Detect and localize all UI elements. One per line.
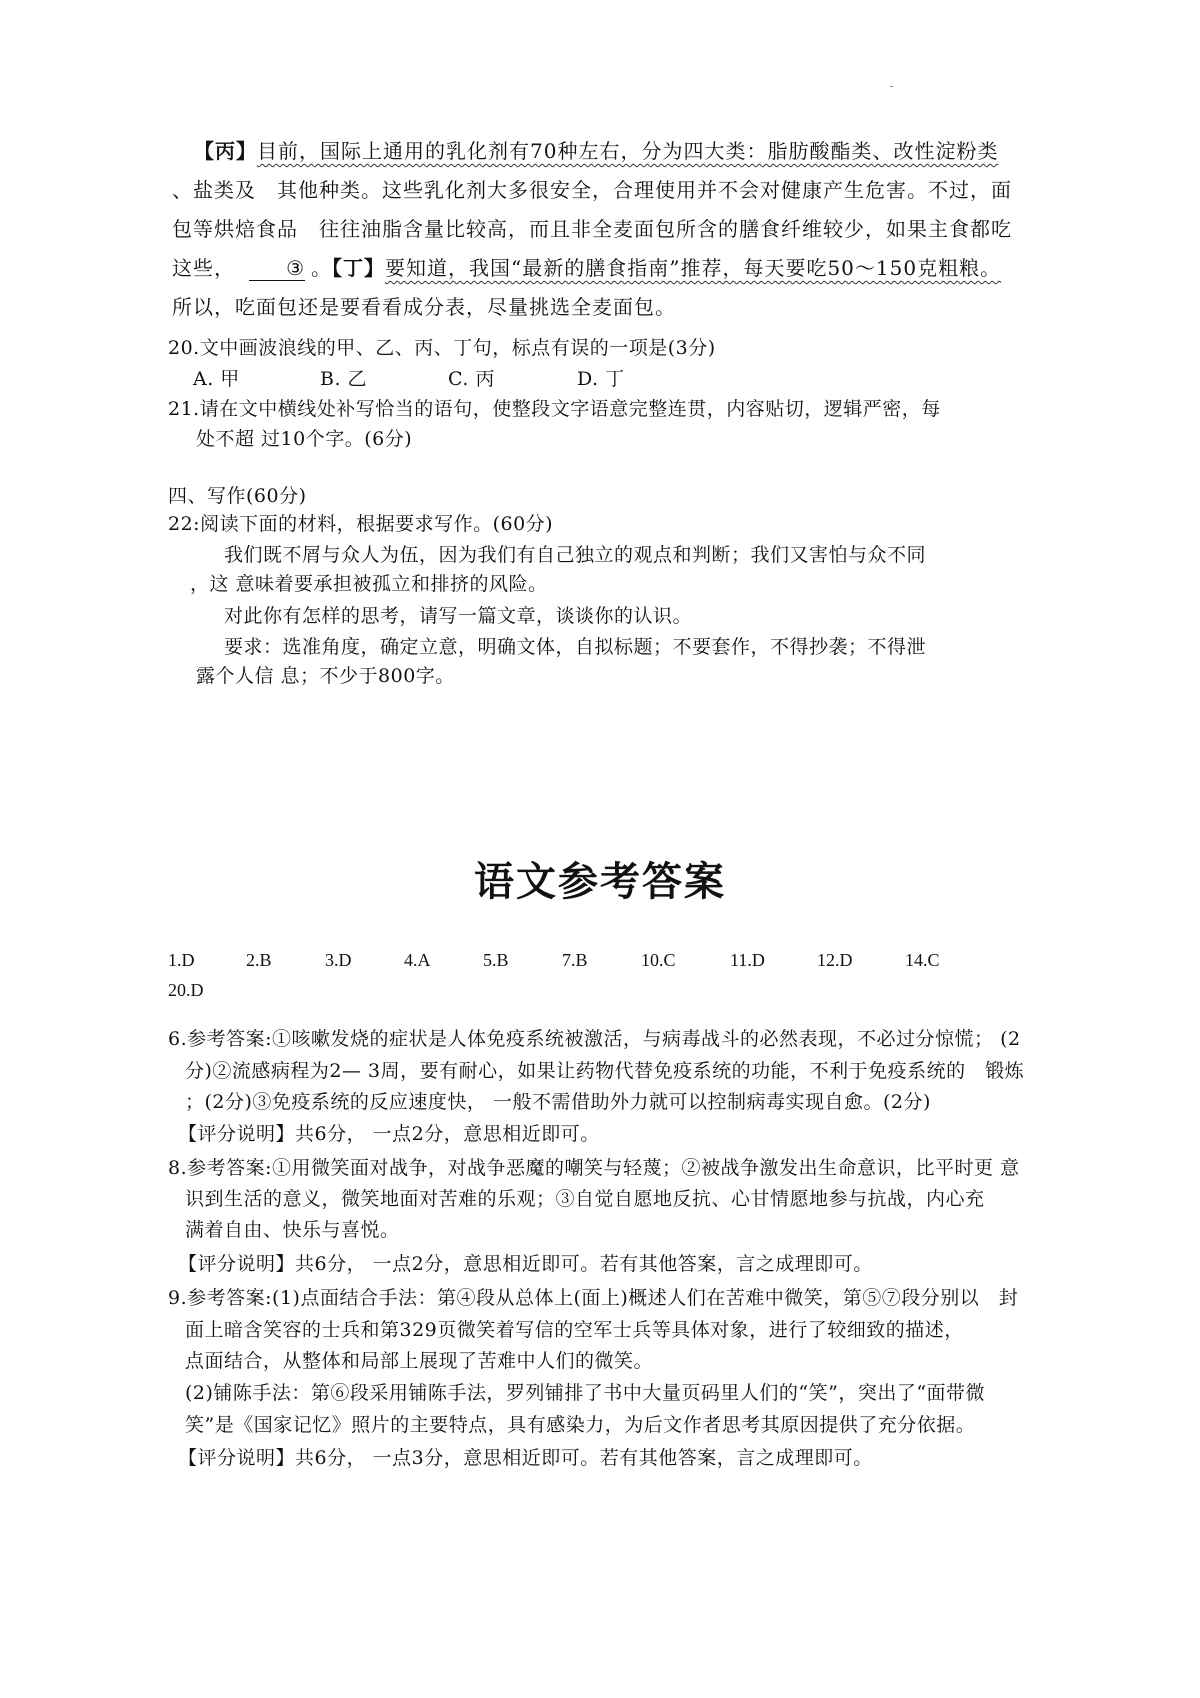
passage-line-1 [194,135,998,164]
answer-6-note: 【评分说明】共6分， 一点2分，意思相近即可。 [178,1123,600,1145]
answer-8-line-3: 满着自由、快乐与喜悦。 [185,1219,400,1241]
writing-heading: 四、写作(60分) [168,485,307,507]
choice-answer: 10.C [641,950,676,970]
writing-prompt: 对此你有怎样的思考，请写一篇文章，谈谈你的认识。 [224,605,693,627]
question-21-line-2: 处不超 过10个字。(6分) [196,428,413,450]
passage-line-3: 包等烘焙食品 往往油脂含量比较高，而且非全麦面包所含的膳食纤维较少，如果主食都吃 [172,217,1012,241]
answer-6-line-3: ；(2分)③免疫系统的反应速度快， 一般不需借助外力就可以控制病毒实现自愈。(2分) [185,1091,931,1113]
choice-answer: 20.D [168,980,204,1000]
choice-answer: 12.D [817,950,853,970]
requirements-line-1: 要求：选准角度，确定立意，明确文体，自拟标题；不要套作，不得抄袭；不得泄 [224,636,927,658]
answer-blank-3: ③ [249,256,305,281]
label-bing: 【丙】 [194,139,257,163]
question-21-line-1: 21.请在文中横线处补写恰当的语句，使整段文字语意完整连贯，内容贴切，逻辑严密，每 [168,398,941,420]
answer-6-line-2: 分)②流感病程为2— 3周，要有耐心，如果让药物代替免疫系统的功能，不利于免疫系统的 锻炼 [185,1060,1025,1082]
q20-option-b: B. 乙 [320,368,368,390]
passage-line-4 [172,252,1001,281]
choice-answer: 3.D [325,950,352,970]
choice-answer: 5.B [483,950,509,970]
answer-9-line-5: 笑”是《国家记忆》照片的主要特点，具有感染力，为后文作者思考其原因提供了充分依据。 [185,1414,976,1436]
choice-answer: 1.D [168,950,195,970]
answer-9-note: 【评分说明】共6分， 一点3分，意思相近即可。若有其他答案，言之成理即可。 [178,1447,873,1469]
passage-line-4-end: 要知道，我国“最新的膳食指南”推荐，每天要吃50～150克粗粮。 [385,256,1002,280]
answer-8-note: 【评分说明】共6分， 一点2分，意思相近即可。若有其他答案，言之成理即可。 [178,1253,873,1275]
requirements-line-2: 露个人信 息；不少于800字。 [196,665,455,687]
answer-9-line-4: (2)铺陈手法：第⑥段采用铺陈手法，罗列铺排了书中大量页码里人们的“笑”，突出了“面带微 [185,1382,986,1404]
q20-option-a: A. 甲 [193,368,240,390]
answer-9-line-3: 点面结合，从整体和局部上展现了苦难中人们的微笑。 [185,1350,654,1372]
material-line-2: ，这 意味着要承担被孤立和排挤的风险。 [190,573,548,595]
q20-option-c: C. 丙 [448,368,495,390]
choice-answer: 11.D [730,950,765,970]
passage-line-4-start: 这些， [172,256,235,280]
answer-8-line-1: 8.参考答案:①用微笑面对战争，对战争恶魔的嘲笑与轻蔑；②被战争激发出生命意识，比平时更 意 [168,1157,1020,1179]
question-20: 20.文中画波浪线的甲、乙、丙、丁句，标点有误的一项是(3分) [168,337,716,359]
choice-answer: 4.A [404,950,431,970]
choice-answer: 14.C [905,950,940,970]
answer-6-line-1: 6.参考答案:①咳嗽发烧的症状是人体免疫系统被激活，与病毒战斗的必然表现，不必过分惊慌； (2 [168,1028,1021,1050]
answers-title: 语文参考答案 [474,859,726,905]
choice-answer: 2.B [246,950,272,970]
scan-speck [890,86,893,87]
q20-option-d: D. 丁 [577,368,625,390]
passage-line-4-mid: 。 [311,256,332,280]
passage-line-1-text: 目前，国际上通用的乳化剂有70种左右，分为四大类：脂肪酸酯类、改性淀粉类 [257,139,999,163]
answer-9-line-2: 面上暗含笑容的士兵和第329页微笑着写信的空军士兵等具体对象，进行了较细致的描述， [185,1319,964,1341]
question-22: 22:阅读下面的材料，根据要求写作。(60分) [168,513,554,535]
choice-answer: 7.B [562,950,588,970]
material-line-1: 我们既不屑与众人为伍，因为我们有自己独立的观点和判断；我们又害怕与众不同 [224,544,927,566]
passage-line-5: 所以，吃面包还是要看看成分表，尽量挑选全麦面包。 [172,295,676,319]
label-ding: 【丁】 [332,256,385,280]
answer-9-line-1: 9.参考答案:(1)点面结合手法：第④段从总体上(面上)概述人们在苦难中微笑，第⑤⑦段分别以 封 [168,1287,1019,1309]
passage-line-2: 、盐类及 其他种类。这些乳化剂大多很安全，合理使用并不会对健康产生危害。不过，面 [172,178,1012,202]
answer-8-line-2: 识到生活的意义，微笑地面对苦难的乐观；③自觉自愿地反抗、心甘情愿地参与抗战，内心充 [185,1188,985,1210]
